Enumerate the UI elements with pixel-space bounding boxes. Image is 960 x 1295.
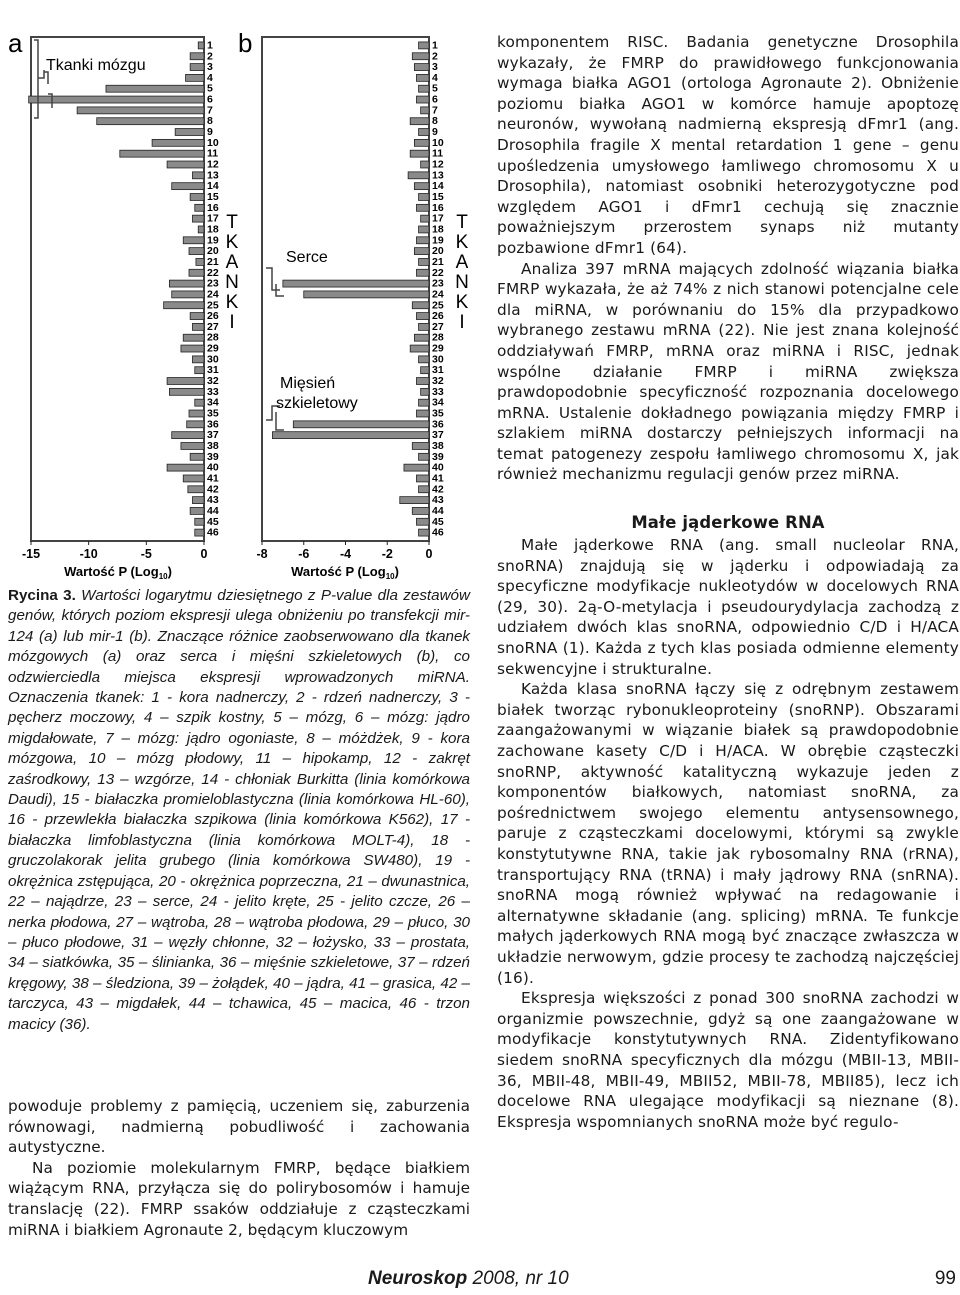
bar-a-35 (189, 410, 204, 417)
figure-caption (8, 586, 470, 1035)
side-letter-b: K (455, 292, 469, 313)
tissue-number-a-18: 18 (207, 223, 219, 236)
bar-b-21 (419, 258, 429, 265)
tissue-number-a-31: 31 (207, 364, 219, 377)
side-letter-b: K (455, 232, 469, 253)
tick-label-b: -4 (339, 547, 352, 561)
tissue-number-b-13: 13 (432, 169, 444, 182)
tick-label-a: 0 (200, 547, 208, 561)
tissue-number-b-33: 33 (432, 385, 444, 398)
tissue-number-b-35: 35 (432, 407, 444, 420)
tissue-number-b-8: 8 (432, 115, 438, 128)
bar-b-35 (416, 410, 429, 417)
panel-a-label: a (8, 28, 23, 58)
tissue-number-b-6: 6 (432, 93, 438, 106)
panel-a-x-axis (22, 541, 208, 581)
tissue-number-b-11: 11 (432, 147, 444, 160)
tissue-number-b-45: 45 (432, 515, 444, 528)
tissue-number-b-23: 23 (432, 277, 444, 290)
tissue-number-a-9: 9 (207, 126, 213, 139)
tissue-number-a-19: 19 (207, 234, 219, 247)
bar-b-33 (421, 388, 429, 395)
tissue-number-a-10: 10 (207, 136, 219, 149)
bar-a-1 (198, 42, 204, 49)
tissue-number-b-10: 10 (432, 136, 444, 149)
left-paragraph-1: powoduje problemy z pamięcią, uczeniem się, zaburzenia równowagi, nadmierną pobudliwość i zachowania autystyczne. (8, 1097, 470, 1157)
tissue-number-b-38: 38 (432, 440, 444, 453)
journal-citation (368, 1268, 569, 1290)
bar-b-3 (414, 64, 429, 71)
tick-label-a: -15 (21, 547, 41, 561)
tissue-number-a-3: 3 (207, 61, 213, 74)
bar-a-15 (190, 194, 204, 201)
tissue-number-b-1: 1 (432, 39, 438, 52)
bar-b-7 (421, 107, 429, 114)
bar-a-9 (175, 129, 204, 136)
bar-b-39 (419, 453, 429, 460)
tissue-number-b-19: 19 (432, 234, 444, 247)
bar-b-44 (412, 507, 429, 514)
x-axis-label-a: Wartość P (Log$_{10}$) (64, 564, 172, 581)
left-column-text (8, 1096, 470, 1240)
bar-a-40 (167, 464, 204, 471)
bar-b-36 (293, 421, 429, 428)
bar-b-12 (421, 161, 429, 168)
tissue-number-a-23: 23 (207, 277, 219, 290)
tissue-number-a-16: 16 (207, 201, 219, 214)
bar-b-38 (412, 443, 429, 450)
bar-b-18 (419, 226, 429, 233)
tissue-number-a-12: 12 (207, 158, 219, 171)
bar-a-38 (181, 443, 204, 450)
tissue-number-b-17: 17 (432, 212, 444, 225)
tissue-number-b-32: 32 (432, 375, 444, 388)
tissue-number-b-46: 46 (432, 526, 444, 539)
tissue-number-a-38: 38 (207, 440, 219, 453)
tissue-number-a-13: 13 (207, 169, 219, 182)
bar-a-27 (192, 323, 204, 330)
side-letter-a: K (225, 232, 239, 253)
bar-a-3 (190, 64, 204, 71)
tissue-number-b-3: 3 (432, 61, 438, 74)
bar-b-8 (410, 118, 429, 125)
right-column-text (497, 32, 959, 1132)
right-paragraph-5: Ekspresja większości z ponad 300 snoRNA zachodzi w organizmie powszechnie, gdyż są one zaangażowane w modyfikacje konstytutywnych RNA. Zidentyfikowano siedem snoRNA specyficznych dla mózgu (MBII-13, MBII-36, MBII-48, MBII-49, MBII52, MBII-78, MBII85), lecz ich docelowe RNA ulegające modyfikacji są nieznane (8). Ekspresja wspomnianych snoRNA może być regulo- (497, 989, 959, 1131)
tissue-number-b-27: 27 (432, 320, 444, 333)
bar-a-46 (195, 529, 204, 536)
bar-a-37 (172, 432, 204, 439)
tick-label-a: -5 (140, 547, 152, 561)
bar-a-43 (192, 497, 204, 504)
panel-b-x-axis (256, 541, 432, 581)
right-paragraph-3: Małe jąderkowe RNA (ang. small nucleolar RNA, snoRNA) znajdują się w jąderku i odpowiadają za specyficzne modyfikacje nukleotydów w docelowych RNA (29, 30). 2ą-O-metylacja i pseudourydylacja zachodzą z udziałem dwóch klas snoRNA, odpowiednio C/D i H/ACA snoRNA (1). Każda z tych klas posiada odmienne elementy sekwencyjne i strukturalne. (497, 536, 959, 678)
bar-b-10 (414, 139, 429, 146)
bar-a-10 (152, 139, 204, 146)
bar-b-14 (414, 183, 429, 190)
bar-b-2 (412, 53, 429, 60)
bar-a-34 (195, 399, 204, 406)
bar-b-32 (416, 378, 429, 385)
bar-a-24 (172, 291, 204, 298)
tissue-number-a-1: 1 (207, 39, 213, 52)
tissue-number-a-17: 17 (207, 212, 219, 225)
tissue-number-a-40: 40 (207, 461, 219, 474)
bar-a-4 (186, 74, 204, 81)
tick-label-b: -8 (256, 547, 268, 561)
bar-b-19 (416, 237, 429, 244)
bar-a-2 (190, 53, 204, 60)
journal-name: Neuroskop (368, 1268, 468, 1289)
bar-a-29 (181, 345, 204, 352)
tissue-number-b-16: 16 (432, 201, 444, 214)
bar-a-33 (169, 388, 204, 395)
tick-label-b: 0 (425, 547, 433, 561)
bar-a-8 (97, 118, 204, 125)
bar-a-6 (29, 96, 204, 103)
tissue-number-b-36: 36 (432, 418, 444, 431)
bar-b-31 (421, 367, 429, 374)
bar-b-41 (416, 475, 429, 482)
bar-a-21 (196, 258, 204, 265)
bar-b-43 (400, 497, 429, 504)
panel-b-side-label (455, 212, 469, 333)
section-heading: Małe jąderkowe RNA (631, 513, 825, 533)
tick-label-b: -6 (298, 547, 310, 561)
tissue-number-a-41: 41 (207, 472, 219, 485)
tick-label-b: -2 (381, 547, 393, 561)
bar-b-22 (416, 269, 429, 276)
tissue-number-b-28: 28 (432, 331, 444, 344)
bar-a-18 (198, 226, 204, 233)
tissue-number-b-12: 12 (432, 158, 444, 171)
bar-b-20 (414, 248, 429, 255)
tissue-number-b-31: 31 (432, 364, 444, 377)
tissue-number-a-11: 11 (207, 147, 219, 160)
tissue-number-a-35: 35 (207, 407, 219, 420)
bar-a-14 (172, 183, 204, 190)
bar-b-17 (421, 215, 429, 222)
tissue-number-a-36: 36 (207, 418, 219, 431)
bar-a-32 (167, 378, 204, 385)
bar-a-42 (188, 486, 204, 493)
tissue-number-b-34: 34 (432, 396, 444, 409)
bar-a-5 (106, 85, 204, 92)
bar-a-31 (195, 367, 204, 374)
bar-a-36 (187, 421, 204, 428)
tissue-number-a-22: 22 (207, 266, 219, 279)
tissue-number-a-37: 37 (207, 429, 219, 442)
side-letter-b: A (455, 252, 469, 273)
bar-a-23 (169, 280, 204, 287)
side-letter-a: N (225, 272, 239, 293)
bar-b-24 (304, 291, 429, 298)
bar-b-26 (416, 313, 429, 320)
bar-b-15 (419, 194, 429, 201)
left-paragraph-2: Na poziomie molekularnym FMRP, będące białkiem wiążącym RNA, przyłącza się do polirybosomów i hamuje translację (22). FMRP ssaków oddziałuje z cząsteczkami miRNA i białkiem Agronaute 2, będącym kluczowym (8, 1158, 470, 1239)
brain-tissues-annotation: Tkanki mózgu (46, 57, 146, 74)
bar-b-45 (416, 518, 429, 525)
skeletal-muscle-annotation-1: Mięsień (280, 375, 336, 392)
bar-b-23 (283, 280, 429, 287)
panel-b-label: b (238, 28, 253, 58)
side-letter-a: I (229, 312, 235, 333)
bar-a-26 (190, 313, 204, 320)
skeletal-muscle-annotation-2: szkieletowy (276, 395, 358, 412)
bar-a-28 (183, 334, 204, 341)
right-paragraph-1: komponentem RISC. Badania genetyczne Drosophila wykazały, że FMRP do prawidłowego funkcjonowania wymaga białka AGO1 (ortologa Agronaute 2). Obniżenie poziomu białka AGO1 w komórce hamuje apoptozę neuronów, wywołaną nadmierną ekspresją dFmr1 (ang. Drosophila fragile X mental retardation 1 gene – genu upośledzenia umysłowego łamliwego chromosomu X u Drosophila), natomiast osobniki heterozygotyczne pod względem AGO1 i dFmr1 cechują się znacznie poważniejszym przerostem synaps niż mutanty pozbawione dFmr1 (64). (497, 33, 959, 257)
tissue-number-b-18: 18 (432, 223, 444, 236)
tissue-number-a-4: 4 (207, 71, 213, 84)
tissue-number-a-7: 7 (207, 104, 213, 117)
tissue-number-b-41: 41 (432, 472, 444, 485)
tissue-number-a-29: 29 (207, 342, 219, 355)
tissue-number-b-2: 2 (432, 50, 438, 63)
panel-a-tissue-numbers (207, 39, 219, 538)
bar-b-6 (416, 96, 429, 103)
right-paragraph-2: Analiza 397 mRNA mających zdolność wiązania białka FMRP wykazała, że aż 74% z nich stanowi potencjalne cele dla miRNA, w porównaniu do 15% dla przypadkowo wybranego zestawu mRNA (22). Nie jest znana kolejność oddziaływań FMRP, mRNA oraz miRNA i RISC, jednak wspólne działanie FMRP i miRNA zwiększa prawdopodobnie specyficzność rozpoznania docelowego mRNA. Ustalenie dokładnego powiązania między FMRP i szlakiem miRNA dostarczy pełniejszych informacji na temat patogenezy zespołu łamliwego chromosomu X, jak również mechanizmu regulacji genów przez miRNA. (497, 259, 959, 484)
journal-issue: 2008, nr 10 (467, 1268, 569, 1289)
tissue-number-a-2: 2 (207, 50, 213, 63)
tissue-number-b-15: 15 (432, 191, 444, 204)
bar-a-25 (164, 302, 204, 309)
bar-a-45 (195, 518, 204, 525)
side-letter-a: A (225, 252, 239, 273)
tissue-number-b-39: 39 (432, 450, 444, 463)
bar-a-17 (192, 215, 204, 222)
panel-a (8, 28, 239, 581)
bar-a-12 (167, 161, 204, 168)
tissue-number-a-5: 5 (207, 82, 213, 95)
tissue-number-b-26: 26 (432, 310, 444, 323)
tissue-number-a-46: 46 (207, 526, 219, 539)
tissue-number-a-27: 27 (207, 320, 219, 333)
tissue-number-b-9: 9 (432, 126, 438, 139)
bar-a-19 (183, 237, 204, 244)
tissue-number-a-15: 15 (207, 191, 219, 204)
tissue-number-a-32: 32 (207, 375, 219, 388)
tissue-number-b-42: 42 (432, 483, 444, 496)
page-number: 99 (934, 1268, 956, 1289)
bar-a-44 (190, 507, 204, 514)
bar-b-4 (416, 74, 429, 81)
panel-b (238, 28, 469, 581)
bar-b-42 (419, 486, 429, 493)
bar-a-39 (190, 453, 204, 460)
bar-b-27 (419, 323, 429, 330)
bar-a-22 (189, 269, 204, 276)
tissue-number-a-21: 21 (207, 255, 219, 268)
side-letter-b: I (459, 312, 465, 333)
bar-b-11 (410, 150, 429, 157)
bar-a-20 (189, 248, 204, 255)
tissue-number-b-43: 43 (432, 494, 444, 507)
panel-a-side-label (225, 212, 239, 333)
tissue-number-b-5: 5 (432, 82, 438, 95)
bar-b-25 (412, 302, 429, 309)
bar-b-40 (404, 464, 429, 471)
panel-b-tissue-numbers (432, 39, 444, 538)
bar-b-1 (419, 42, 429, 49)
tissue-number-b-24: 24 (432, 288, 444, 301)
tissue-number-a-39: 39 (207, 450, 219, 463)
tissue-number-a-24: 24 (207, 288, 219, 301)
bar-b-30 (419, 356, 429, 363)
bar-b-28 (414, 334, 429, 341)
bar-a-11 (120, 150, 204, 157)
tissue-number-b-30: 30 (432, 353, 444, 366)
bar-b-16 (416, 204, 429, 211)
tissue-number-a-45: 45 (207, 515, 219, 528)
page-footer (0, 1268, 960, 1292)
caption-text: Wartości logarytmu dziesiętnego z P-value dla zestawów genów, których poziom ekspresji ulega obniżeniu po transfekcji mir-124 (a) lub mir-1 (b). Znaczące różnice zaobserwowano dla tkanek mózgowych (a) oraz serca i mięśni szkieletowych (b), co odzwierciedla miejsca ekspresji wprowadzonych miRNA. Oznaczenia tkanek: 1 - kora nadnerczy, 2 - rdzeń nadnerczy, 3 - pęcherz moczowy, 4 – szpik kostny, 5 – mózg, 6 – mózg: jądro migdałowate, 7 – mózg: jądro ogoniaste, 8 – móżdżek, 9 - kora mózgowa, 10 – mózg płodowy, 11 – hipokamp, 12 - zakręt zaśrodkowy, 13 – wzgórze, 14 - chłoniak Burkitta (linia komórkowa Daudi), 15 - białaczka promieloblastyczna (linia komórkowa HL-60), 16 - przewlekła białaczka szpikowa (linia komórkowa K562), 17 - białaczka limfoblastyczna (linia komórkowa MOLT-4), 18 - gruczolakorak jelita grubego (linia komórkowa SW480), 19 - okrężnica zstępująca, 20 - okrężnica poprzeczna, 21 – dwunastnica, 22 – najądrze, 23 – serce, 24 - jelito kręte, 25 - jelito czcze, 26 – nerka płodowa, 27 – wątroba, 28 – wątroba płodowa, 29 – płuco, 30 – płuco płodowe, 31 – węzły chłonne, 32 – łożysko, 33 – prostata, 34 – siatkówka, 35 – ślinianka, 36 – mięśnie szkieletowe, 37 – rdzeń kręgowy, 38 – śledziona, 39 – żołądek, 40 – jądra, 41 – grasica, 42 – tarczyca, 43 – migdałek, 44 – tchawica, 45 – macica, 46 - trzon macicy (36). (8, 587, 470, 1033)
tissue-number-b-25: 25 (432, 299, 444, 312)
bar-a-13 (192, 172, 204, 179)
tissue-number-a-8: 8 (207, 115, 213, 128)
tissue-number-a-43: 43 (207, 494, 219, 507)
tissue-number-a-26: 26 (207, 310, 219, 323)
tissue-number-a-33: 33 (207, 385, 219, 398)
bar-a-30 (192, 356, 204, 363)
bar-b-5 (419, 85, 429, 92)
tissue-number-a-34: 34 (207, 396, 219, 409)
bar-a-16 (195, 204, 204, 211)
tissue-number-a-30: 30 (207, 353, 219, 366)
right-paragraph-4: Każda klasa snoRNA łączy się z odrębnym zestawem białek tworząc rybonukleoproteiny (snoRNP). Obszarami zaangażowanymi w wiązanie białek są prawdopodobnie zachowane kasety C/D i H/ACA. W obrębie cząsteczki snoRNP, aktywność katalityczną wykazuje jeden z komponentów białkowych, natomiast snoRNA, za pośrednictwem swojego elementu antysensownego, paruje z cząsteczkami docelowymi, którymi są zwykle konstytutywne RNA, takie jak rybosomalny RNA (rRNA), transportujący RNA (tRNA) i mały jądrowy RNA (snRNA). snoRNA mogą również wpływać na redagowanie i alternatywne składanie (ang. splicing) mRNA. Te funkcje małych jąderkowych RNA mogą być znaczące zwłaszcza w układzie nerwowym, gdzie procesy te zachodzą najczęściej (16). (497, 680, 959, 987)
bar-b-34 (419, 399, 429, 406)
heart-annotation: Serce (286, 249, 328, 266)
tissue-number-a-42: 42 (207, 483, 219, 496)
bar-b-37 (272, 432, 429, 439)
tissue-number-b-21: 21 (432, 255, 444, 268)
side-letter-a: K (225, 292, 239, 313)
bar-b-13 (408, 172, 429, 179)
tissue-number-a-25: 25 (207, 299, 219, 312)
side-letter-b: T (456, 212, 468, 233)
tissue-number-b-44: 44 (432, 504, 444, 517)
figure-3 (0, 0, 490, 585)
tissue-number-b-40: 40 (432, 461, 444, 474)
x-axis-label-b: Wartość P (Log$_{10}$) (291, 564, 399, 581)
side-letter-b: N (455, 272, 469, 293)
tissue-number-b-14: 14 (432, 180, 444, 193)
tissue-number-b-7: 7 (432, 104, 438, 117)
tissue-number-a-28: 28 (207, 331, 219, 344)
tissue-number-a-20: 20 (207, 245, 219, 258)
bar-b-29 (410, 345, 429, 352)
tissue-number-b-37: 37 (432, 429, 444, 442)
bar-a-41 (183, 475, 204, 482)
tissue-number-a-6: 6 (207, 93, 213, 106)
tissue-number-b-22: 22 (432, 266, 444, 279)
tick-label-a: -10 (79, 547, 98, 561)
tissue-number-b-29: 29 (432, 342, 444, 355)
tissue-number-b-4: 4 (432, 71, 438, 84)
bar-b-9 (419, 129, 429, 136)
tissue-number-a-44: 44 (207, 504, 219, 517)
bar-b-46 (419, 529, 429, 536)
side-letter-a: T (226, 212, 238, 233)
tissue-number-b-20: 20 (432, 245, 444, 258)
tissue-number-a-14: 14 (207, 180, 219, 193)
caption-label: Rycina 3. (8, 587, 76, 604)
bar-a-7 (77, 107, 204, 114)
